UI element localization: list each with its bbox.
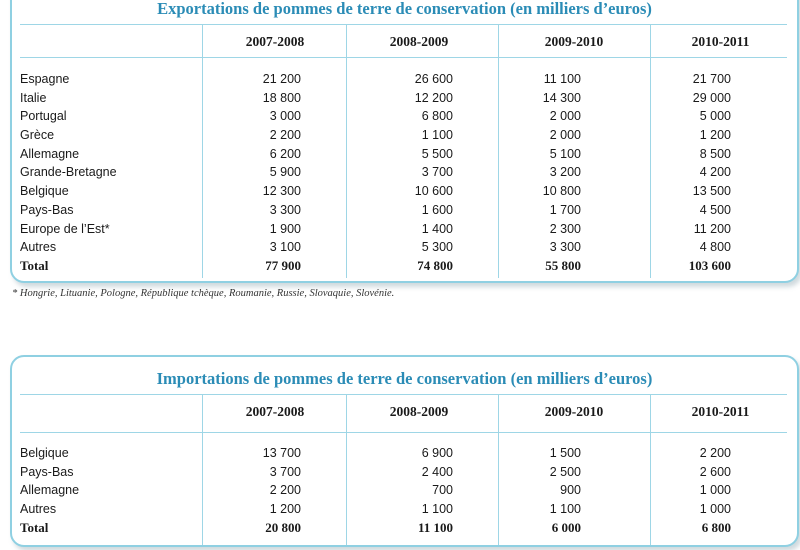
cell-value: 1 000 xyxy=(699,483,731,498)
cell-value: 3 000 xyxy=(269,109,301,124)
import-table-title: Importations de pommes de terre de conservation (en milliers d’euros) xyxy=(156,369,653,388)
cell-value: 3 700 xyxy=(269,464,301,479)
cell-value: 4 800 xyxy=(699,240,731,255)
cell-value: 5 000 xyxy=(699,109,731,124)
cell-value: 13 700 xyxy=(262,446,301,460)
footnote: * Hongrie, Lituanie, Pologne, République tchèque, Roumanie, Russie, Slovaquie, Slovénie. xyxy=(12,288,395,299)
cell-value: 8 500 xyxy=(699,146,731,161)
table-row xyxy=(20,481,787,500)
cell-value: 2 200 xyxy=(269,128,301,143)
cell-value: 2 500 xyxy=(549,464,581,479)
cell-value: 4 200 xyxy=(699,165,731,180)
table-row xyxy=(20,89,787,108)
cell-value: 11 100 xyxy=(543,72,581,86)
cell-value: 12 300 xyxy=(262,184,301,199)
cell-value: 2 300 xyxy=(549,221,581,236)
row-label: Autres xyxy=(20,502,57,517)
header-top-rule xyxy=(20,24,787,25)
cell-value: 1 600 xyxy=(421,202,453,217)
header-top-rule xyxy=(20,394,787,395)
table-row xyxy=(20,220,787,239)
cell-value: 2 600 xyxy=(699,464,731,479)
table-row xyxy=(20,163,787,182)
row-label: Total xyxy=(20,257,49,273)
row-label: Espagne xyxy=(20,72,70,86)
row-label: Europe de l’Est* xyxy=(20,221,110,236)
export-table-body xyxy=(20,70,787,276)
cell-value: 29 000 xyxy=(692,90,731,105)
cell-value: 1 700 xyxy=(549,202,581,217)
column-header-2007-2008: 2007-2008 xyxy=(245,34,305,49)
cell-value: 2 200 xyxy=(269,483,301,498)
cell-value: 12 200 xyxy=(414,90,453,105)
row-label: Pays-Bas xyxy=(20,202,74,217)
table-row xyxy=(20,107,787,126)
export-table-title: Exportations de pommes de terre de conservation (en milliers d’euros) xyxy=(157,0,652,18)
row-label: Allemagne xyxy=(20,146,80,161)
cell-value: 4 500 xyxy=(699,202,731,217)
cell-value: 11 100 xyxy=(417,519,453,535)
cell-value: 2 000 xyxy=(549,109,581,124)
cell-value: 1 200 xyxy=(269,502,301,517)
row-label: Portugal xyxy=(20,109,67,124)
cell-value: 103 600 xyxy=(688,257,731,273)
row-label: Pays-Bas xyxy=(20,464,74,479)
cell-value: 6 900 xyxy=(421,446,453,460)
table-row xyxy=(20,463,787,482)
cell-value: 10 600 xyxy=(414,184,453,199)
table-row xyxy=(20,444,787,463)
cell-value: 13 500 xyxy=(692,184,731,199)
cell-value: 77 900 xyxy=(265,257,301,273)
row-label: Italie xyxy=(20,90,47,105)
column-header-2008-2009: 2008-2009 xyxy=(389,34,449,49)
table-row xyxy=(20,500,787,519)
cell-value: 2 000 xyxy=(549,128,581,143)
row-label: Grande-Bretagne xyxy=(20,165,117,180)
cell-value: 21 200 xyxy=(262,72,301,86)
column-header-2009-2010: 2009-2010 xyxy=(544,404,604,419)
cell-value: 1 900 xyxy=(269,221,301,236)
column-header-2007-2008: 2007-2008 xyxy=(245,404,305,419)
cell-value: 5 100 xyxy=(549,146,581,161)
cell-value: 11 200 xyxy=(693,221,731,236)
cell-value: 1 500 xyxy=(549,446,581,460)
total-row xyxy=(20,257,787,276)
table-row xyxy=(20,182,787,201)
cell-value: 20 800 xyxy=(265,519,301,535)
row-label: Total xyxy=(20,519,49,535)
cell-value: 1 400 xyxy=(421,221,453,236)
cell-value: 1 000 xyxy=(699,502,731,517)
row-label: Allemagne xyxy=(20,483,80,498)
cell-value: 55 800 xyxy=(545,257,581,273)
cell-value: 3 300 xyxy=(549,240,581,255)
column-header-2010-2011: 2010-2011 xyxy=(691,34,750,49)
column-header-2010-2011: 2010-2011 xyxy=(691,404,750,419)
table-row xyxy=(20,70,787,89)
header-bottom-rule xyxy=(20,57,787,58)
cell-value: 700 xyxy=(432,483,453,498)
cell-value: 14 300 xyxy=(542,90,581,105)
cell-value: 74 800 xyxy=(417,257,453,273)
cell-value: 3 700 xyxy=(421,165,453,180)
cell-value: 5 300 xyxy=(421,240,453,255)
cell-value: 3 100 xyxy=(269,240,301,255)
cell-value: 1 100 xyxy=(549,502,581,517)
cell-value: 18 800 xyxy=(262,90,301,105)
table-row xyxy=(20,145,787,164)
cell-value: 1 200 xyxy=(699,128,731,143)
cell-value: 26 600 xyxy=(414,72,453,86)
cell-value: 6 800 xyxy=(421,109,453,124)
import-table-body xyxy=(20,444,787,537)
cell-value: 5 900 xyxy=(269,165,301,180)
header-bottom-rule xyxy=(20,432,787,433)
table-row xyxy=(20,238,787,257)
cell-value: 2 200 xyxy=(699,446,731,460)
cell-value: 1 100 xyxy=(421,128,453,143)
column-header-2009-2010: 2009-2010 xyxy=(544,34,604,49)
cell-value: 2 400 xyxy=(421,464,453,479)
cell-value: 6 000 xyxy=(551,519,581,535)
export-table-panel xyxy=(10,0,799,283)
cell-value: 5 500 xyxy=(421,146,453,161)
cell-value: 3 300 xyxy=(269,202,301,217)
cell-value: 21 700 xyxy=(692,72,731,86)
table-row xyxy=(20,201,787,220)
cell-value: 6 800 xyxy=(701,519,731,535)
row-label: Belgique xyxy=(20,184,69,199)
import-table-panel xyxy=(10,355,799,547)
row-label: Autres xyxy=(20,240,57,255)
cell-value: 6 200 xyxy=(269,146,301,161)
total-row xyxy=(20,519,787,538)
cell-value: 3 200 xyxy=(549,165,581,180)
cell-value: 900 xyxy=(560,483,581,498)
cell-value: 1 100 xyxy=(421,502,453,517)
table-row xyxy=(20,126,787,145)
row-label: Belgique xyxy=(20,446,69,460)
row-label: Grèce xyxy=(20,128,55,143)
cell-value: 10 800 xyxy=(542,184,581,199)
column-header-2008-2009: 2008-2009 xyxy=(389,404,449,419)
